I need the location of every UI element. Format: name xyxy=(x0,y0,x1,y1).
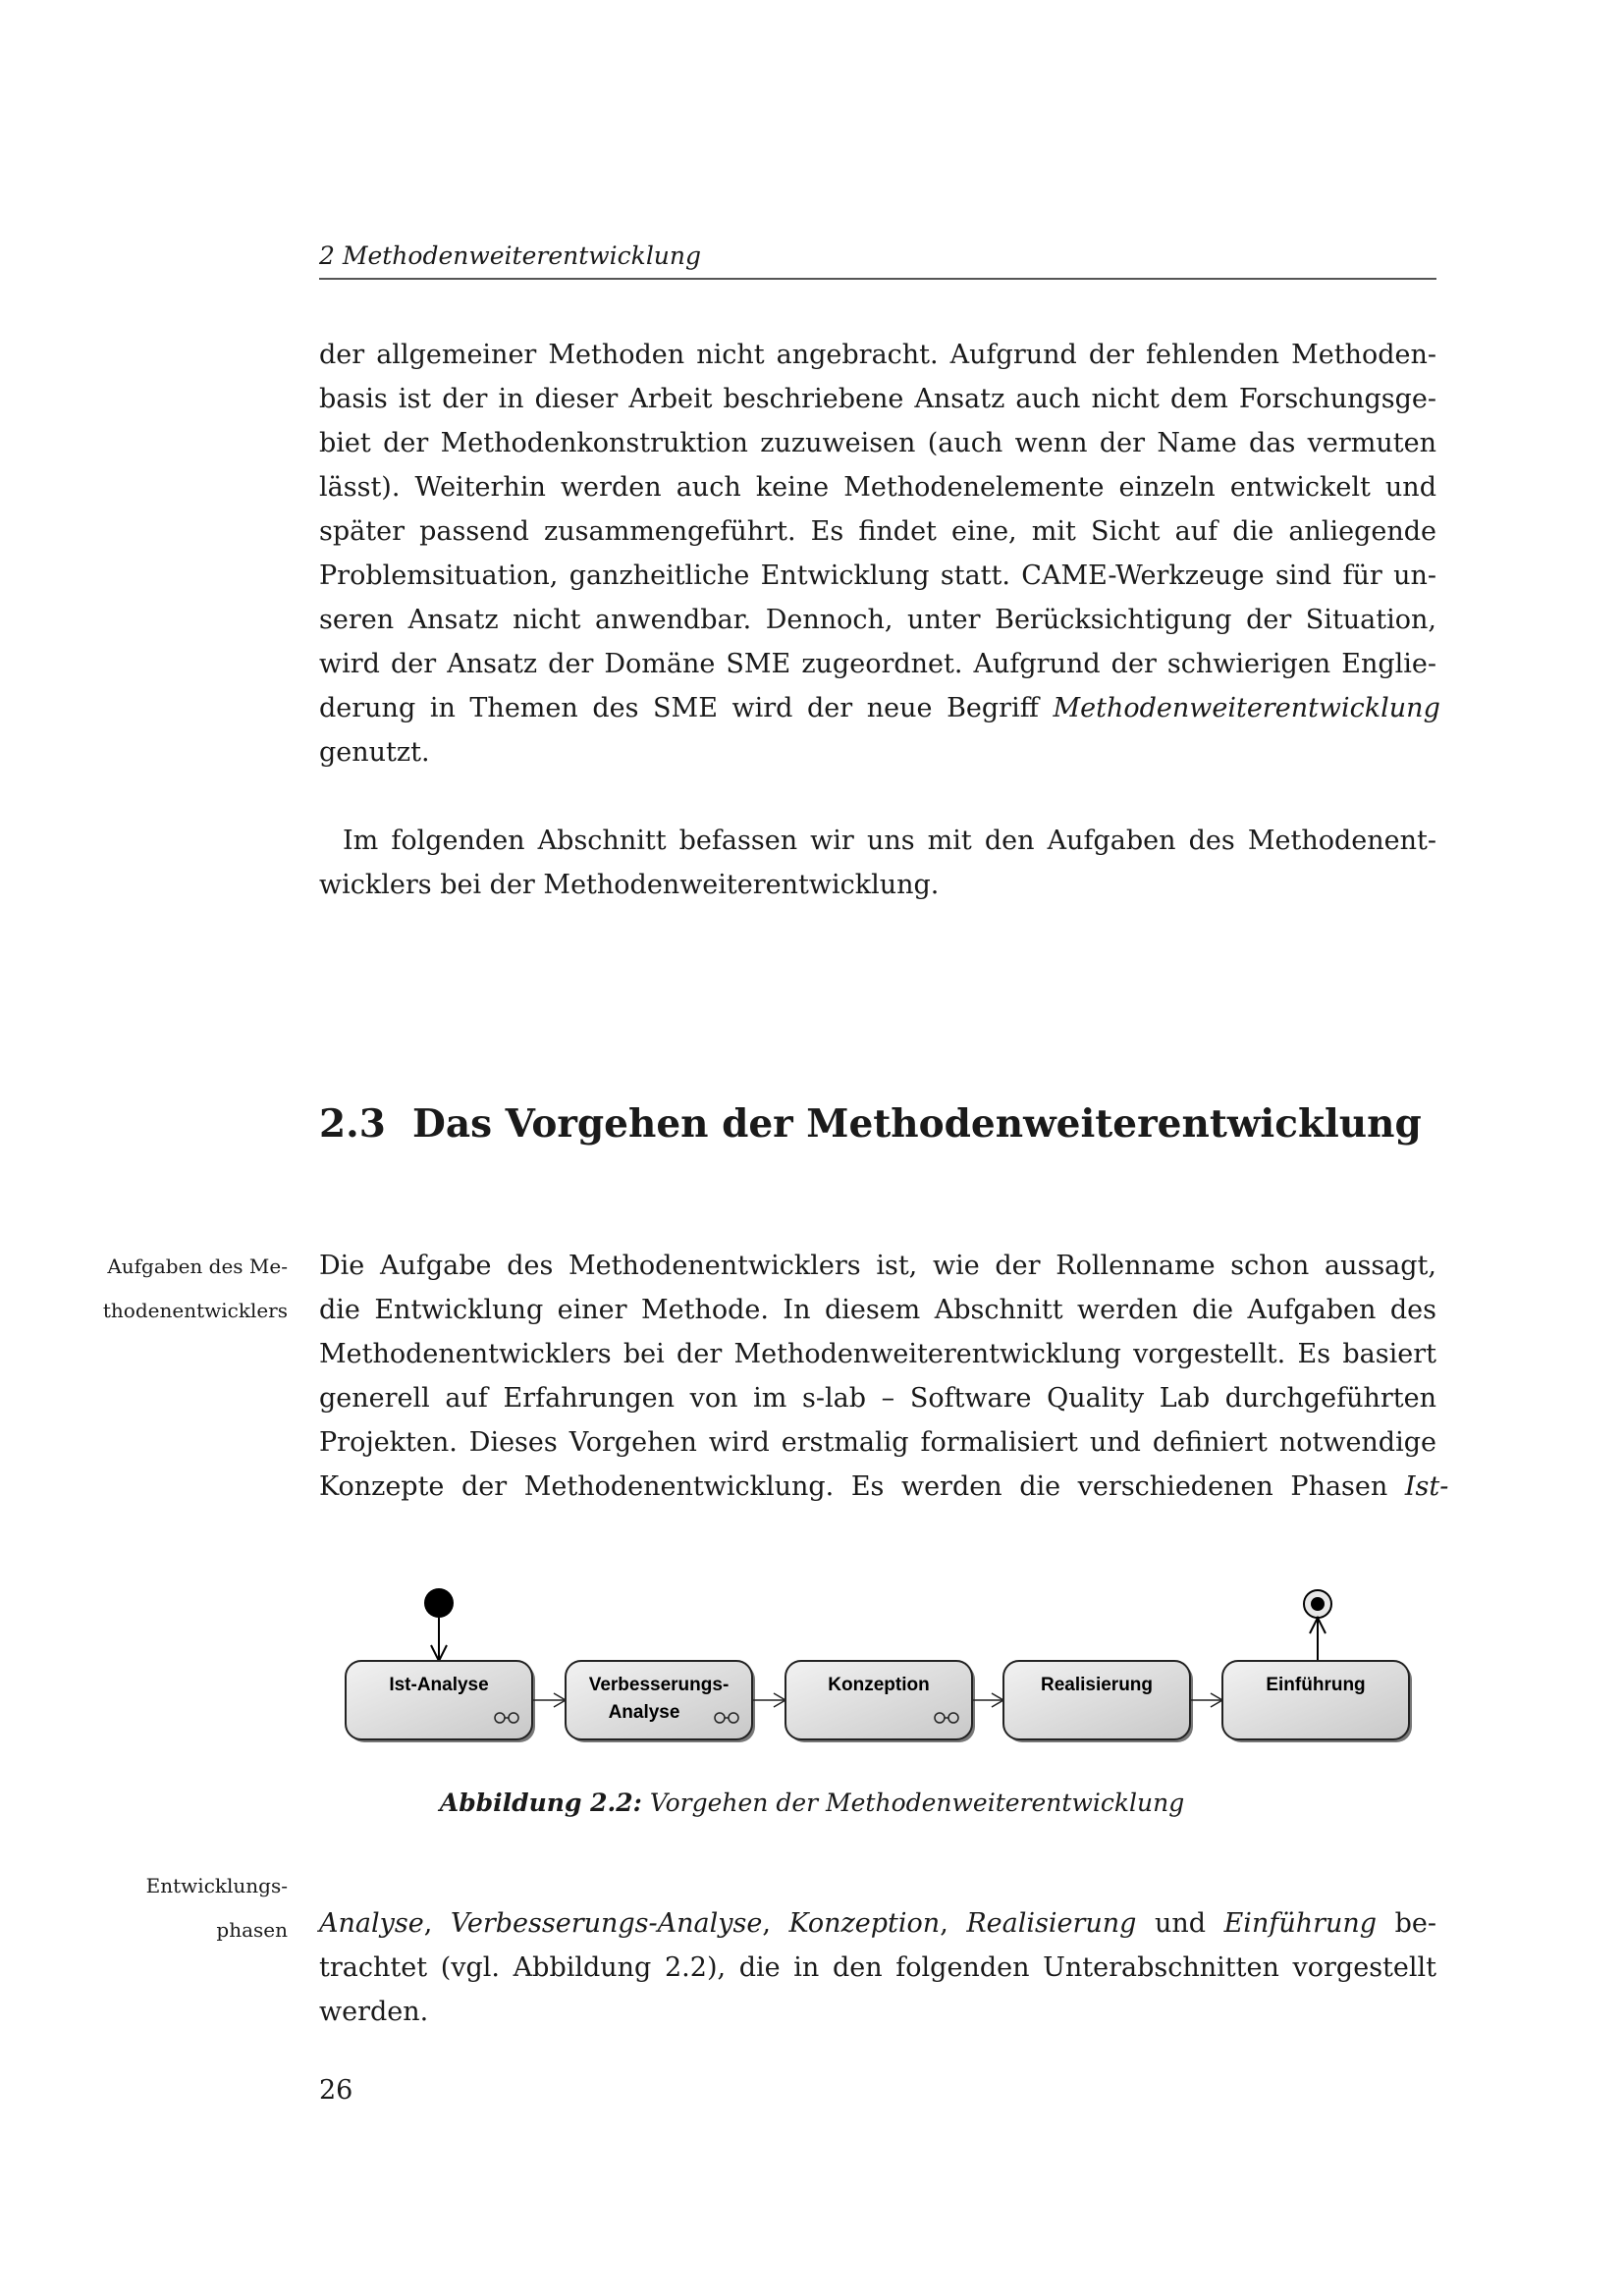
text-line: basis ist der in dieser Arbeit beschriebene Ansatz auch nicht dem Forschungsge- xyxy=(319,384,1436,414)
caption-text: Vorgehen der Methodenweiterentwicklung xyxy=(641,1789,1185,1817)
phase-box xyxy=(346,1661,532,1739)
emphasis: Ist- xyxy=(1404,1471,1449,1502)
page-number: 26 xyxy=(319,2075,353,2106)
phase-label: Analyse xyxy=(608,1702,680,1723)
text-line: wicklers bei der Methodenweiterentwicklung. xyxy=(319,870,940,900)
running-header: 2 Methodenweiterentwicklung xyxy=(319,241,702,270)
text-span: , xyxy=(423,1908,451,1939)
caption-label: Abbildung 2.2: xyxy=(439,1789,642,1817)
phase-name: Einführung xyxy=(1223,1908,1378,1939)
text-line: Die Aufgabe des Methodenentwicklers ist, wie der Rollenname schon aussagt, xyxy=(319,1251,1436,1281)
text-line: die Entwicklung einer Methode. In diesem Abschnitt werden die Aufgaben des xyxy=(319,1295,1436,1325)
margin-note: thodenentwicklers xyxy=(102,1299,288,1322)
phase-name: Verbesserungs-Analyse xyxy=(450,1908,763,1939)
phase-name: Realisierung xyxy=(966,1908,1137,1939)
phase-box xyxy=(785,1661,972,1739)
phase-label: Konzeption xyxy=(828,1675,930,1695)
margin-note: phasen xyxy=(216,1918,288,1942)
initial-node xyxy=(424,1588,454,1618)
header-rule xyxy=(319,278,1436,280)
text-line: werden. xyxy=(319,1997,429,2027)
text-span: , xyxy=(762,1908,789,1939)
phase-label: Ist-Analyse xyxy=(389,1675,489,1695)
text-line xyxy=(319,686,1440,730)
text-line xyxy=(319,1465,1449,1509)
text-line: später passend zusammengeführt. Es findet eine, mit Sicht auf die anliegende xyxy=(319,516,1436,547)
margin-note: Aufgaben des Me- xyxy=(107,1255,288,1278)
text-line: generell auf Erfahrungen von im s-lab – Software Quality Lab durchgeführten xyxy=(319,1383,1436,1414)
phase-box xyxy=(566,1661,752,1739)
emphasis: Methodenweiterentwicklung xyxy=(1053,693,1440,723)
text-line: der allgemeiner Methoden nicht angebracht. Aufgrund der fehlenden Methoden- xyxy=(319,340,1436,370)
text-line: Problemsituation, ganzheitliche Entwicklung statt. CAME-Werkzeuge sind für un- xyxy=(319,561,1436,591)
text-line: Projekten. Dieses Vorgehen wird erstmalig formalisiert und definiert notwendige xyxy=(319,1427,1436,1458)
text-line: trachtet (vgl. Abbildung 2.2), die in den folgenden Unterabschnitten vorgestellt xyxy=(319,1952,1436,1983)
activity-diagram xyxy=(0,1571,1624,1757)
section-title: Das Vorgehen der Methodenweiterentwicklung xyxy=(412,1101,1422,1147)
phase-name: Konzeption xyxy=(788,1908,941,1939)
phase-name: Analyse xyxy=(319,1908,424,1939)
text-line xyxy=(319,1901,1436,1946)
section-heading xyxy=(319,1101,1422,1147)
text-line: seren Ansatz nicht anwendbar. Dennoch, unter Berücksichtigung der Situation, xyxy=(319,605,1436,635)
text-span: Konzepte der Methodenentwicklung. Es werden die verschiedenen Phasen xyxy=(319,1471,1405,1502)
text-span: und xyxy=(1136,1908,1224,1939)
text-line: lässt). Weiterhin werden auch keine Methodenelemente einzeln entwickelt und xyxy=(319,472,1436,503)
phase-label: Verbesserungs- xyxy=(588,1675,730,1695)
text-line: genutzt. xyxy=(319,737,430,768)
phase-label: Einführung xyxy=(1266,1675,1366,1695)
phase-label: Realisierung xyxy=(1040,1675,1154,1695)
margin-note: Entwicklungs- xyxy=(145,1874,288,1897)
text-span: , xyxy=(940,1908,967,1939)
text-line: biet der Methodenkonstruktion zuzuweisen (auch wenn der Name das vermuten xyxy=(319,428,1436,458)
text-span: derung in Themen des SME wird der neue Begriff xyxy=(319,693,1054,723)
phase-box xyxy=(1222,1661,1409,1739)
final-node-core xyxy=(1311,1597,1325,1611)
text-span: be- xyxy=(1377,1908,1436,1939)
text-line: Methodenentwicklers bei der Methodenweiterentwicklung vorgestellt. Es basiert xyxy=(319,1339,1436,1369)
text-line: wird der Ansatz der Domäne SME zugeordnet. Aufgrund der schwierigen Englie- xyxy=(319,649,1436,679)
figure-caption xyxy=(0,1789,1624,1817)
section-number: 2.3 xyxy=(319,1101,386,1147)
text-line: Im folgenden Abschnitt befassen wir uns mit den Aufgaben des Methodenent- xyxy=(343,826,1436,856)
phase-box xyxy=(1003,1661,1190,1739)
